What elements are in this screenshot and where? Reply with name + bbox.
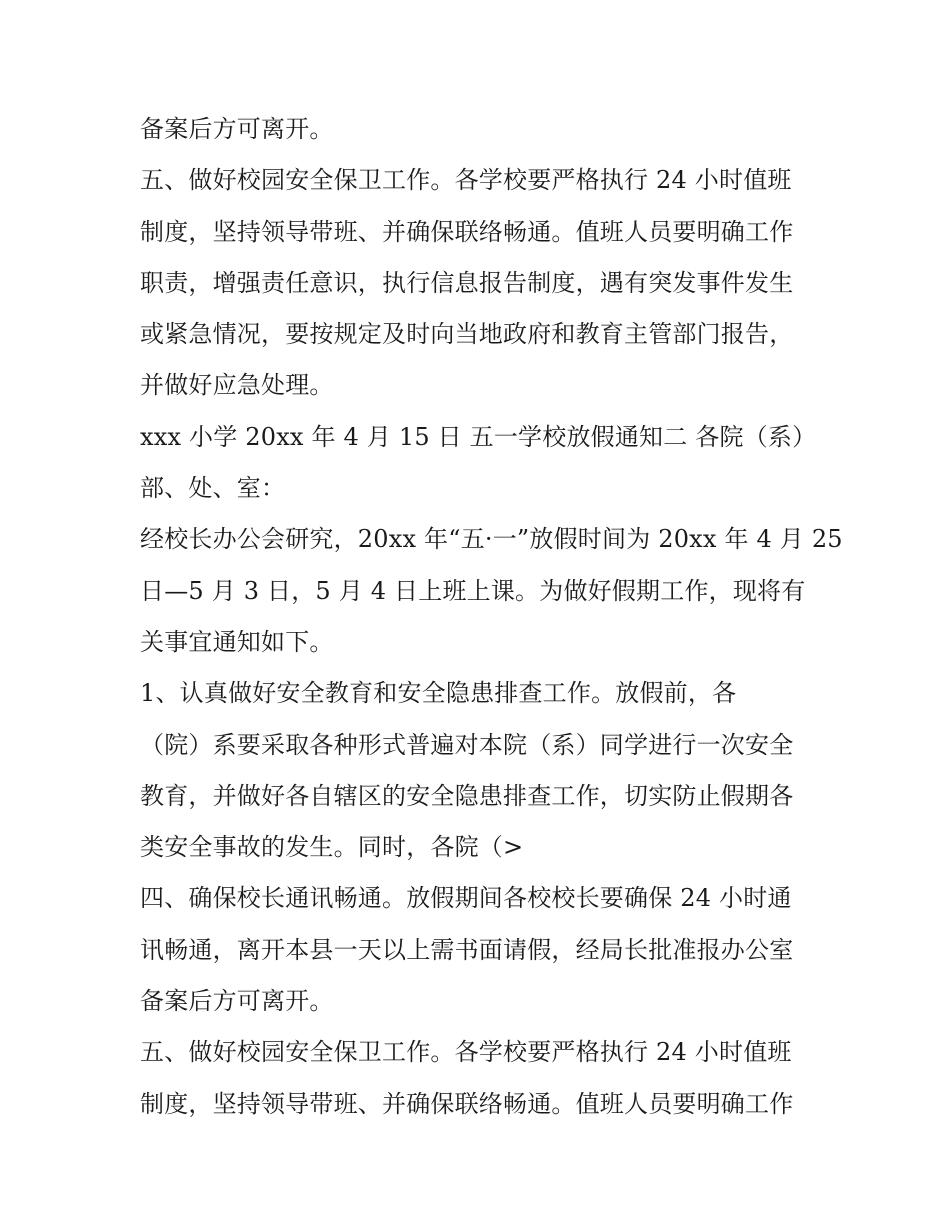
text-line: 备案后方可离开。 [140, 115, 334, 143]
text-line: 五、做好校园安全保卫工作。各学校要严格执行 24 小时值班 [140, 1038, 792, 1067]
document-body [140, 104, 843, 1130]
text-line: 类安全事故的发生。同时，各院（> [140, 833, 524, 862]
text-line: （院）系要采取各种形式普遍对本院（系）同学进行一次安全 [140, 730, 794, 759]
text-line: 制度，坚持领导带班、并确保联络畅通。值班人员要明确工作 [140, 1089, 794, 1118]
text-line: 经校长办公会研究，20xx 年“五·一”放假时间为 20xx 年 4 月 25 [140, 525, 843, 554]
text-line: 日—5 月 3 日，5 月 4 日上班上课。为做好假期工作，现将有 [140, 576, 806, 605]
text-line: 五、做好校园安全保卫工作。各学校要严格执行 24 小时值班 [140, 166, 792, 195]
text-line: xxx 小学 20xx 年 4 月 15 日 五一学校放假通知二 各院（系） [140, 422, 817, 451]
text-line: 1、认真做好安全教育和安全隐患排查工作。放假前，各 [140, 679, 737, 708]
text-line: 讯畅通，离开本县一天以上需书面请假，经局长批准报办公室 [140, 935, 794, 964]
text-line: 四、确保校长通讯畅通。放假期间各校校长要确保 24 小时通 [140, 884, 792, 913]
text-line: 制度，坚持领导带班、并确保联络畅通。值班人员要明确工作 [140, 217, 794, 246]
text-line: 职责，增强责任意识，执行信息报告制度，遇有突发事件发生 [140, 268, 794, 297]
text-line: 关事宜通知如下。 [140, 627, 334, 656]
text-line: 备案后方可离开。 [140, 987, 334, 1016]
text-line: 或紧急情况，要按规定及时向当地政府和教育主管部门报告， [140, 320, 794, 349]
text-line: 并做好应急处理。 [140, 371, 334, 400]
text-line: 教育，并做好各自辖区的安全隐患排查工作，切实防止假期各 [140, 781, 794, 810]
text-line: 部、处、室： [140, 474, 286, 503]
